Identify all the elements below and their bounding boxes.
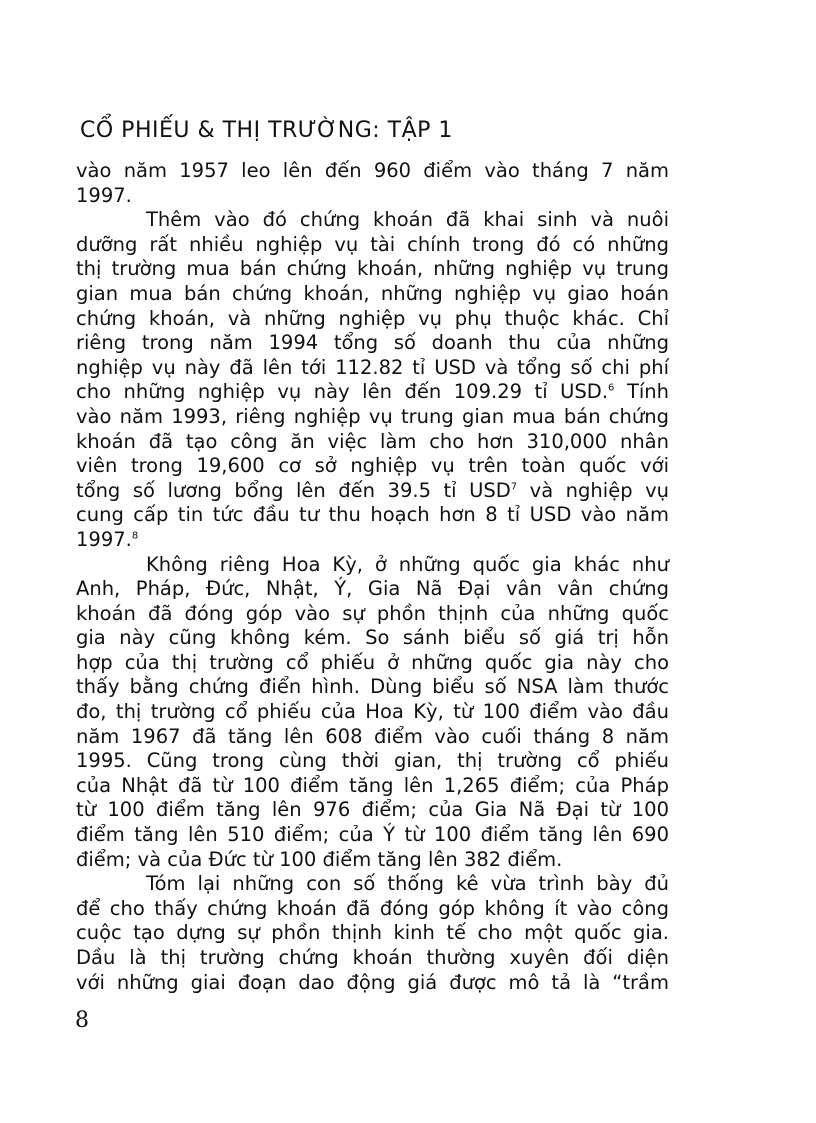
text-line: nghiệp vụ này đã lên tới 112.82 tỉ USD và tổng số chi phí [76, 355, 669, 379]
text-line: hợp của thị trường cổ phiếu ở những quốc gia này cho [76, 650, 669, 674]
running-header: CỔ PHIẾU & THỊ TRƯỜNG: TẬP 1 [80, 118, 453, 143]
text-segment: và nghiệp vụ [517, 478, 669, 502]
text-line: thị trường mua bán chứng khoán, những nghiệp vụ trung [76, 257, 669, 281]
text-line: với những giai đoạn dao động giá được mô tả là “trầm [76, 970, 669, 994]
footnote-marker: 6 [608, 382, 615, 394]
text-line: năm 1967 đã tăng lên 608 điểm vào cuối tháng 8 năm [76, 724, 669, 748]
text-line: khoán đã tạo công ăn việc làm cho hơn 310,000 nhân [76, 429, 669, 453]
text-line: 1995. Cũng trong cùng thời gian, thị trường cổ phiếu [76, 749, 669, 773]
paragraph [76, 553, 669, 873]
text-line: gian mua bán chứng khoán, những nghiệp vụ giao hoán [76, 281, 669, 305]
text-line: chứng khoán, và những nghiệp vụ phụ thuộc khác. Chỉ [76, 306, 669, 330]
text-segment: Tính [614, 380, 669, 404]
text-segment: tổng số lương bổng lên đến 39.5 tỉ USD [76, 478, 511, 502]
text-segment: cho những nghiệp vụ này lên đến 109.29 tỉ USD. [76, 380, 609, 404]
text-line [76, 528, 669, 553]
text-line: cuộc tạo dựng sự phồn thịnh kinh tế cho một quốc gia. [76, 921, 669, 945]
text-line: Dầu là thị trường chứng khoán thường xuyên đối diện [76, 946, 669, 969]
text-line: khoán đã đóng góp vào sự phồn thịnh của những quốc [76, 601, 669, 625]
text-segment: 1997. [76, 527, 132, 551]
footnote-marker: 7 [510, 481, 518, 493]
text-line: đo, thị trường cổ phiếu của Hoa Kỳ, từ 100 điểm vào đầu [76, 700, 669, 724]
text-line: Thêm vào đó chứng khoán đã khai sinh và nuôi [146, 208, 669, 232]
text-line: điểm tăng lên 510 điểm; của Ý từ 100 điểm tăng lên 690 [76, 823, 669, 847]
paragraph [76, 208, 669, 552]
text-line: dưỡng rất nhiều nghiệp vụ tài chính trong đó có những [76, 232, 669, 256]
text-line: viên trong 19,600 cơ sở nghiệp vụ trên toàn quốc với [76, 454, 669, 478]
text-line: Không riêng Hoa Kỳ, ở những quốc gia khác như [146, 552, 669, 576]
page-number: 8 [75, 1008, 89, 1033]
text-line: vào năm 1993, riêng nghiệp vụ trung gian mua bán chứng [76, 404, 669, 428]
text-line: gia này cũng không kém. So sánh biểu số giá trị hỗn [76, 626, 669, 650]
footnote-marker: 8 [131, 530, 139, 542]
text-line: vào năm 1957 leo lên đến 960 điểm vào tháng 7 năm [76, 159, 669, 182]
text-line: từ 100 điểm tăng lên 976 điểm; của Gia Nã Đại từ 100 [76, 798, 669, 822]
text-line: Anh, Pháp, Đức, Nhật, Ý, Gia Nã Đại vân vân chứng [76, 577, 669, 601]
paragraph [76, 872, 669, 995]
text-line: 1997. [76, 183, 132, 207]
text-line: điểm; và của Đức từ 100 điểm tăng lên 382 điểm. [76, 847, 563, 871]
body-text [76, 159, 669, 995]
text-line: cung cấp tin tức đầu tư thu hoạch hơn 8 tỉ USD vào năm [76, 503, 669, 527]
text-line: riêng trong năm 1994 tổng số doanh thu của những [76, 331, 669, 355]
text-line: thấy bằng chứng điển hình. Dùng biểu số NSA làm thước [76, 675, 669, 699]
text-line: Tóm lại những con số thống kê vừa trình bày đủ [146, 872, 669, 896]
text-line [76, 479, 669, 504]
text-line: của Nhật đã từ 100 điểm tăng lên 1,265 điểm; của Pháp [76, 773, 669, 797]
paragraph [76, 159, 669, 208]
text-line [76, 380, 669, 405]
text-line: để cho thấy chứng khoán đã đóng góp không ít vào công [76, 896, 669, 920]
